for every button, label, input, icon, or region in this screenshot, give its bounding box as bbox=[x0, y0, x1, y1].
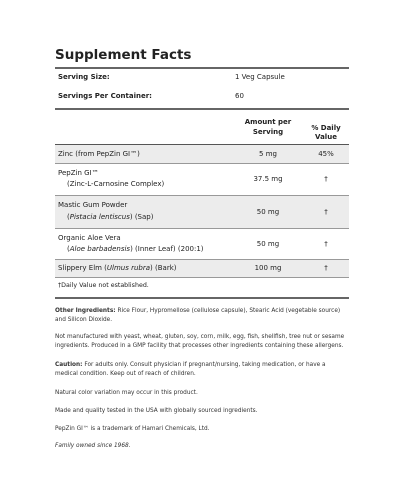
nutrient-subname: (Pistacia lentiscus) (Sap) bbox=[67, 213, 154, 221]
nutrient-name: Slippery Elm (Ulmus rubra) (Bark) bbox=[58, 264, 177, 272]
nutrient-amount: 50 mg bbox=[256, 240, 280, 248]
column-header bbox=[55, 118, 349, 142]
panel-title: Supplement Facts bbox=[55, 47, 192, 63]
servings-per-container-label: Servings Per Container: bbox=[58, 92, 152, 100]
other-ingredients: Other Ingredients: Rice Flour, Hypromellose (cellulose capsule), Stearic Acid (vegetable source) and Silicon Dioxide. bbox=[55, 308, 341, 323]
top-rule bbox=[55, 67, 349, 69]
nutrient-name: PepZin GI™ bbox=[58, 169, 99, 177]
nutrient-dv: † bbox=[324, 240, 328, 248]
nutrient-name: Organic Aloe Vera bbox=[58, 234, 121, 242]
family-owned-note: Family owned since 1968. bbox=[55, 443, 131, 449]
nutrient-row-mastic bbox=[55, 196, 349, 228]
serving-size-value: 1 Veg Capsule bbox=[235, 73, 285, 81]
nutrient-amount: 100 mg bbox=[254, 264, 282, 272]
caution-statement: Caution: For adults only. Consult physician if pregnant/nursing, taking medication, or have a medical condition. Keep out of reach of children. bbox=[55, 362, 326, 377]
amount-header-2: Serving bbox=[252, 128, 284, 136]
trademark-note: PepZin GI™ is a trademark of Hamari Chemicals, Ltd. bbox=[55, 426, 210, 432]
header-rule bbox=[55, 108, 349, 110]
serving-size-label: Serving Size: bbox=[58, 73, 110, 81]
made-in-usa-note: Made and quality tested in the USA with globally sourced ingredients. bbox=[55, 408, 258, 414]
nutrient-subname: (Zinc-L-Carnosine Complex) bbox=[67, 180, 165, 188]
nutrient-row-slippery-elm bbox=[55, 260, 349, 277]
nutrient-amount: 5 mg bbox=[259, 150, 277, 158]
row-divider bbox=[55, 277, 349, 278]
daily-value-header: % Daily Value bbox=[311, 124, 341, 141]
nutrient-subname: (Aloe barbadensis) (Inner Leaf) (200:1) bbox=[67, 245, 204, 253]
amount-header: Amount per bbox=[244, 118, 292, 126]
nutrient-dv: † bbox=[324, 264, 328, 272]
nutrient-row-pepzin bbox=[55, 164, 349, 195]
nutrient-row-aloe bbox=[55, 229, 349, 259]
bottom-rule bbox=[55, 297, 349, 299]
nutrient-amount: 37.5 mg bbox=[253, 175, 283, 183]
nutrient-amount: 50 mg bbox=[256, 208, 280, 216]
servings-per-container-value: 60 bbox=[235, 92, 244, 100]
nutrient-dv: † bbox=[324, 208, 328, 216]
nutrient-dv: † bbox=[324, 175, 328, 183]
nutrient-row-zinc bbox=[55, 145, 349, 163]
nutrient-name: Mastic Gum Powder bbox=[58, 201, 128, 209]
color-variation-note: Natural color variation may occur in this product. bbox=[55, 390, 198, 396]
nutrient-name: Zinc (from PepZin GI™) bbox=[58, 150, 140, 158]
allergen-statement: Not manufactured with yeast, wheat, gluten, soy, corn, milk, egg, fish, shellfish, tree nut or sesame ingredients. Produced in a GMP facility that processes other ingredients containing these allergens. bbox=[55, 334, 345, 349]
nutrient-dv: 45% bbox=[318, 150, 334, 158]
